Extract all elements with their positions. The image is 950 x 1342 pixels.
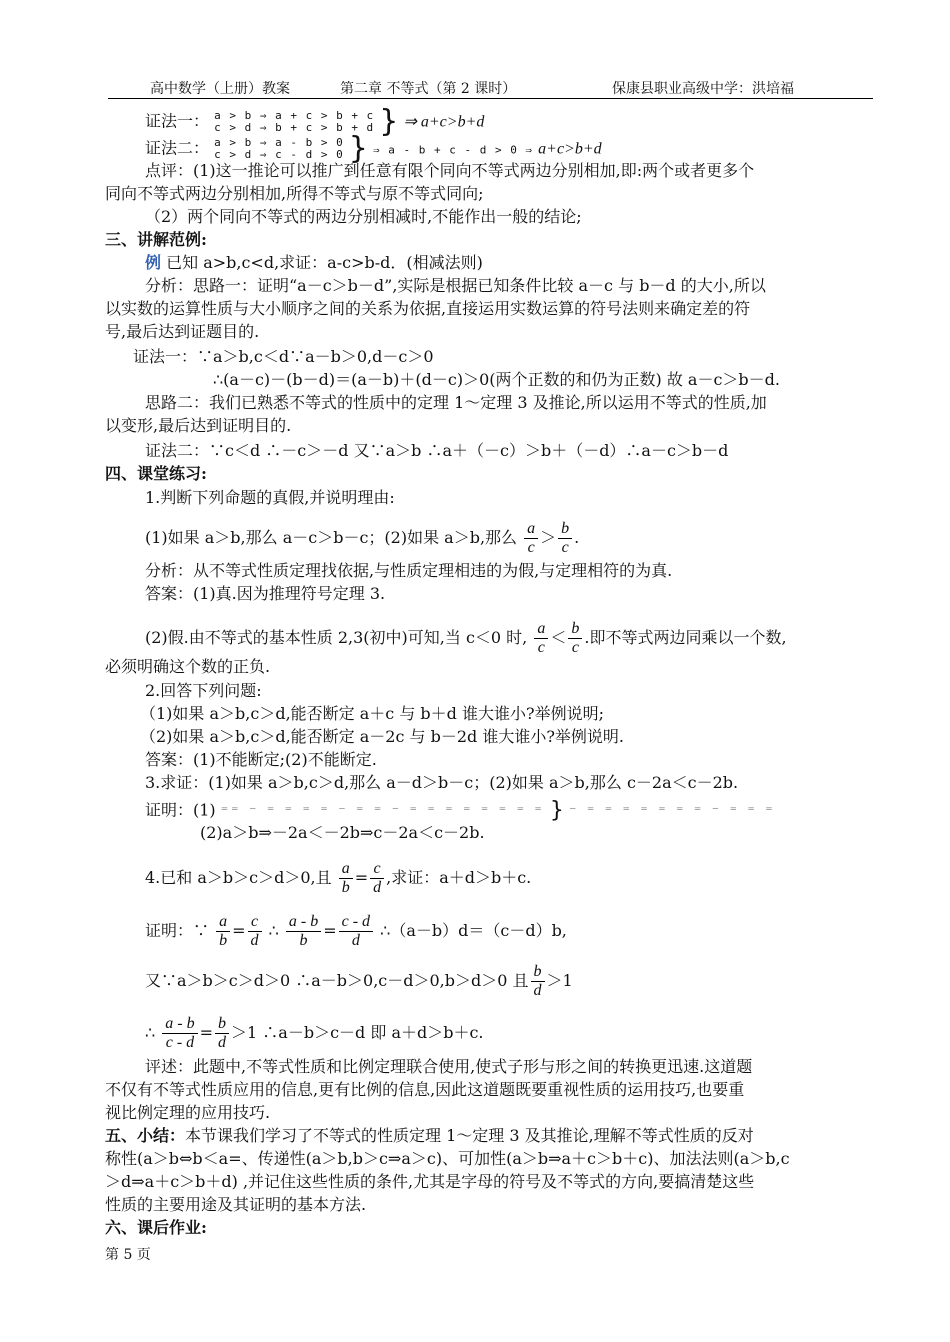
proof1-label: 证法一： [145,111,210,131]
fraction-b-over-d [531,963,545,1000]
summary-line-1 [105,1125,754,1147]
header-rule [108,98,873,99]
equals-sign: = [354,868,369,887]
method1-line-2: ∴(a－c)－(b－d)＝(a－b)＋(d－c)＞0(两个正数的和仍为正数) 故 a－c＞b－d. [213,370,780,389]
fraction-numerator: b [561,520,570,537]
question1: 1.判断下列命题的真假,并说明理由: [145,488,395,507]
fraction-a-over-b [216,913,230,950]
question4-text-a: 4.已和 a＞b＞c＞d＞0,且 [145,868,332,887]
brace-icon: } [549,798,564,823]
question3-proof-label: 证明：(1) [145,800,216,820]
proof2-result: a+c>b+d [538,140,602,158]
comment-line-1: 点评：(1)这一推论可以推广到任意有限个同向不等式两边分别相加,即:两个或者更多个 [145,161,755,180]
fraction-a-over-c [534,620,548,657]
proof1-result: ⇒ a+c>b+d [403,113,485,131]
proof-step-2b: ＞1 [546,971,573,990]
fraction-numerator: b [218,1015,227,1032]
fraction-c-over-d [370,860,384,897]
question4-text-b: ,求证：a＋d＞b＋c. [386,868,532,887]
section3-title: 三、讲解范例: [105,230,207,249]
analysis-line-1: 分析：思路一：证明“a－c＞b－d”,实际是根据已知条件比较 a－c 与 b－d 的大小,所以 [145,276,766,295]
fraction-amb-over-cmd [162,1015,197,1052]
example-text: 已知 a>b,c<d,求证：a-c>b-d．(相减法则) [161,253,483,272]
fraction-denominator: d [370,878,384,897]
fraction-b-over-d [215,1015,229,1052]
method1-line-1: 证法一：∵a＞b,c＜d∵a－b＞0,d－c＞0 [133,347,434,366]
question4-proof-2 [145,963,573,1000]
fraction-denominator: b [286,931,321,950]
question1-text: (1)如果 a＞b,那么 a－c＞b－c；(2)如果 a＞b,那么 [145,528,518,547]
proof-step-2: 又∵a＞b＞c＞d＞0 ∴a－b＞0,c－d＞0,b＞d＞0 且 [145,971,529,990]
fraction-numerator: a [527,520,536,537]
lt-sign: ＜ [550,628,567,647]
answer2-text-a: (2)假.由不等式的基本性质 2,3(初中)可知,当 c＜0 时, [145,628,528,647]
fraction-denominator: d [215,1033,229,1052]
question4-proof-1 [145,913,567,950]
proof-therefore-2: ∴ [145,1023,156,1042]
review-line-3: 视比例定理的应用技巧. [105,1103,271,1122]
equals-sign: = [323,921,337,940]
question1-analysis: 分析：从不等式性质定理找依据,与性质定理相违的为假,与定理相符的为真. [145,561,673,580]
idea2-line-1: 思路二：我们已熟悉不等式的性质中的定理 1～定理 3 及推论,所以运用不等式的性质,加 [145,393,767,412]
fraction-b-over-c [558,520,572,557]
answer2-text-b: .即不等式两边同乘以一个数, [584,628,787,647]
analysis-line-3: 号,最后达到证题目的. [105,322,260,341]
analysis-line-2: 以实数的运算性质与大小顺序之间的关系为依据,直接运用实数运算的符号法则来确定差的符 [105,299,751,318]
section5-title: 五、小结： [105,1126,186,1145]
fraction-denominator: c [558,538,572,557]
example-label: 例 [145,253,162,272]
proof2-label: 证法二： [145,138,210,158]
proof1-l2: c > d ⇒ b + c > b + d [214,121,375,134]
answer1: 答案：(1)真.因为推理符号定理 3. [145,584,386,603]
fraction-numerator: a - b [288,913,319,930]
period: . [574,528,580,547]
fraction-numerator: c [250,913,259,930]
fraction-numerator: a - b [165,1015,195,1032]
review-line-1: 评述：此题中,不等式性质和比例定理联合使用,使式子形与形之间的转换更迅速.这道题 [145,1057,753,1076]
summary-line-2: 称性(a＞b⇔b＜a=、传递性(a＞b,b＞c⇒a＞c)、可加性(a＞b⇒a＋c＞b＋c)、加法法则(a＞b,c [105,1149,790,1168]
fraction-denominator: c - d [162,1033,197,1052]
fraction-numerator: a [341,860,350,877]
question2-a: （1)如果 a＞b,c＞d,能否断定 a＋c 与 b＋d 谁大谁小?举例说明; [140,704,604,723]
idea2-line-2: 以变形,最后达到证明目的. [105,416,292,435]
comment-line-3: （2）两个同向不等式的两边分别相减时,不能作出一般的结论; [145,207,582,226]
fraction-numerator: c - d [341,913,371,930]
fraction-a-over-c [524,520,538,557]
fraction-numerator: b [571,620,580,637]
fraction-denominator: d [248,931,262,950]
header-left: 高中数学（上册）教案 [150,81,290,97]
summary-text-1: 本节课我们学习了不等式的性质定理 1～定理 3 及其推论,理解不等式性质的反对 [185,1126,754,1145]
question2-b: （2)如果 a＞b,c＞d,能否断定 a－2c 与 b－2d 谁大谁小?举例说明. [140,727,625,746]
fraction-b-over-c [568,620,582,657]
comment-line-2: 同向不等式两边分别相加,所得不等式与原不等式同向; [105,184,484,203]
answer2-line-2: 必须明确这个数的正负. [105,657,271,676]
answer2-line [145,620,787,657]
proof2-mid: ⇒ a - b + c - d > 0 ⇒ [372,143,534,157]
question3: 3.求证：(1)如果 a＞b,c＞d,那么 a－d＞b－c；(2)如果 a＞b,那么 c－2a＜c－2b. [145,773,739,792]
fraction-denominator: d [531,981,545,1000]
fraction-denominator: b [216,931,230,950]
fraction-a-over-b [339,860,353,897]
summary-line-4: 性质的主要用途及其证明的基本方法. [105,1195,367,1214]
proof1-line [145,104,485,139]
proof1-l1: a > b ⇒ a + c > b + c [214,109,375,122]
section4-title: 四、课堂练习: [105,464,207,483]
page-number: 第 5 页 [105,1247,151,1263]
question4-proof-3 [145,1015,484,1052]
gt-sign: ＞ [540,528,557,547]
question4-line [145,860,531,897]
blurred-formula-image: ⁻ ⁼ ⁼ ⁼ ⁼ ⁼ ⁼ ⁼ ⁻ ⁼ ⁼ ⁼ [569,803,776,820]
equals-sign: = [199,1023,214,1042]
proof-step-1: ∴（a－b）d＝（c－d）b, [380,921,567,940]
fraction-cmd-over-d [339,913,373,950]
fraction-numerator: a [219,913,228,930]
fraction-denominator: c [568,638,582,657]
proof2-stack [214,137,344,161]
fraction-denominator: c [524,538,538,557]
example-line [145,252,483,274]
question2: 2.回答下列问题: [145,681,262,700]
question3-proof-2: (2)a＞b⇒－2a＜－2b⇒c－2a＜c－2b. [200,823,485,842]
fraction-amb-over-b [286,913,321,950]
review-line-2: 不仅有不等式性质应用的信息,更有比例的信息,因此这道题既要重视性质的运用技巧,也要重 [105,1080,745,1099]
proof-therefore: ∴ [268,921,279,940]
proof2-l1: a > b ⇒ a - b > 0 [214,136,344,149]
fraction-numerator: c [373,860,381,877]
proof-since: 证明：∵ [145,921,210,940]
answer3: 答案：(1)不能断定;(2)不能断定. [145,750,377,769]
header-center: 第二章 不等式（第 2 课时） [340,81,517,97]
equals-sign: = [232,921,246,940]
fraction-denominator: d [339,931,373,950]
proof-step-3: ＞1 ∴a－b＞c－d 即 a＋d＞b＋c. [231,1023,484,1042]
blurred-formula-image: ⁼⁼ ⁻ ⁼ ⁼ ⁼ ⁼ ⁻ ⁼ ⁼ ⁻ ⁼ ⁼ ⁼ ⁼ ⁼ ⁼ ⁼ ⁼ [220,803,545,820]
brace-icon: } [379,104,399,139]
fraction-numerator: b [533,963,542,980]
fraction-c-over-d [248,913,262,950]
fraction-denominator: b [339,878,353,897]
section6-title: 六、课后作业: [105,1218,207,1237]
question1-items [145,520,579,557]
header-right: 保康县职业高级中学：洪培福 [612,81,794,97]
proof2-l2: c > d ⇒ c - d > 0 [214,148,344,161]
brace-icon: } [348,131,368,166]
method2-line: 证法二：∵c＜d ∴－c＞－d 又∵a＞b ∴a＋（－c）＞b＋（－d）∴a－c＞b－d [145,441,729,460]
fraction-numerator: a [537,620,546,637]
summary-line-3: ＞d⇒a＋c＞b＋d) ,并记住这些性质的条件,尤其是字母的符号及不等式的方向,要搞清楚这些 [105,1172,755,1191]
fraction-denominator: c [534,638,548,657]
